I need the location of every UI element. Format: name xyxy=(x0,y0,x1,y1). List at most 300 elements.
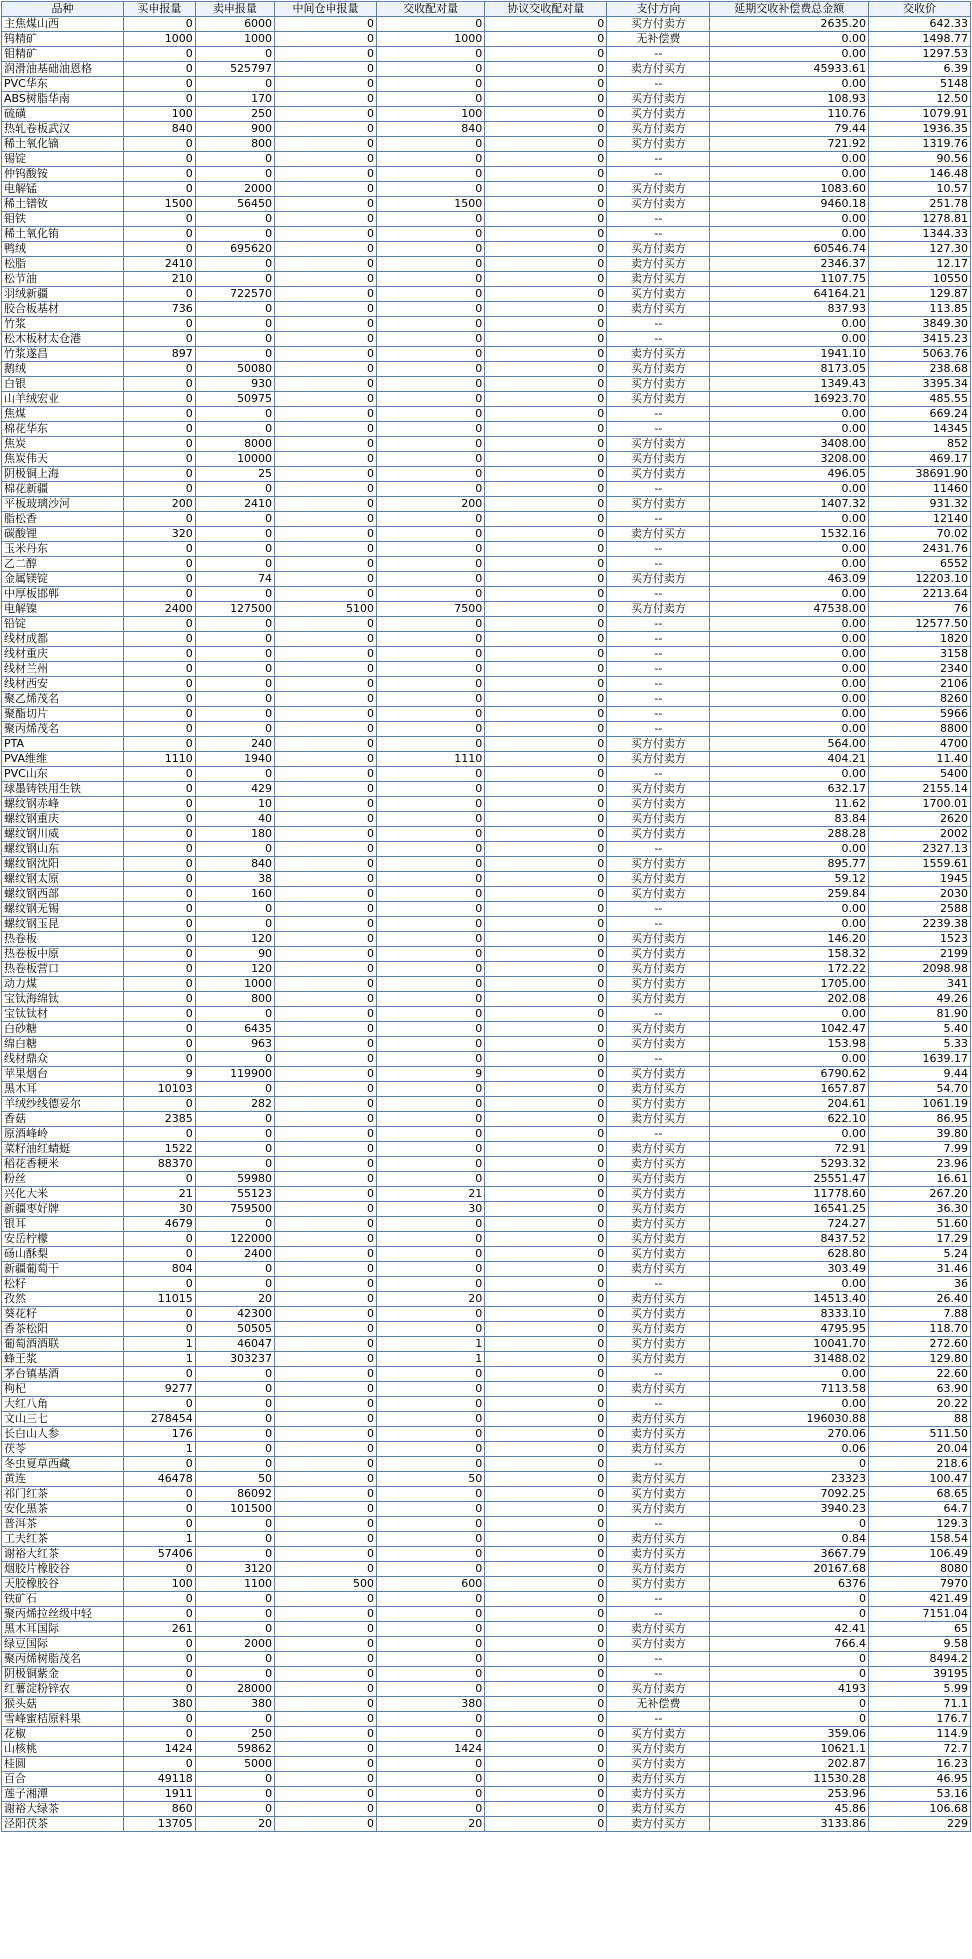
cell-agreement-delivery-matched: 0 xyxy=(485,1817,607,1832)
cell-deferred-compensation-total: 158.32 xyxy=(710,947,869,962)
cell-payment-direction: 卖方付买方 xyxy=(607,1787,710,1802)
cell-buy-declared: 0 xyxy=(124,1727,196,1742)
cell-buy-declared: 0 xyxy=(124,1517,196,1532)
cell-variety: 螺纹钢沈阳 xyxy=(2,857,124,872)
cell-intermediate-warehouse-declared: 5100 xyxy=(275,602,377,617)
cell-agreement-delivery-matched: 0 xyxy=(485,602,607,617)
cell-delivery-price: 2431.76 xyxy=(869,542,971,557)
cell-delivery-matched: 100 xyxy=(376,107,484,122)
table-row xyxy=(2,842,971,857)
cell-delivery-price: 272.60 xyxy=(869,1337,971,1352)
cell-buy-declared: 0 xyxy=(124,362,196,377)
cell-agreement-delivery-matched: 0 xyxy=(485,587,607,602)
cell-delivery-matched: 0 xyxy=(376,992,484,1007)
cell-payment-direction: 卖方付买方 xyxy=(607,1802,710,1817)
cell-variety: 安岳柠檬 xyxy=(2,1232,124,1247)
cell-payment-direction: 卖方付买方 xyxy=(607,272,710,287)
cell-payment-direction: 卖方付买方 xyxy=(607,1472,710,1487)
cell-delivery-matched: 0 xyxy=(376,902,484,917)
cell-buy-declared: 1522 xyxy=(124,1142,196,1157)
cell-intermediate-warehouse-declared: 0 xyxy=(275,437,377,452)
table-row xyxy=(2,242,971,257)
cell-variety: 棉花华东 xyxy=(2,422,124,437)
cell-deferred-compensation-total: 1042.47 xyxy=(710,1022,869,1037)
cell-intermediate-warehouse-declared: 0 xyxy=(275,1802,377,1817)
cell-payment-direction: 卖方付买方 xyxy=(607,1427,710,1442)
cell-agreement-delivery-matched: 0 xyxy=(485,1787,607,1802)
cell-delivery-matched: 0 xyxy=(376,1667,484,1682)
cell-buy-declared: 0 xyxy=(124,1607,196,1622)
table-row xyxy=(2,1217,971,1232)
cell-intermediate-warehouse-declared: 0 xyxy=(275,152,377,167)
cell-buy-declared: 1911 xyxy=(124,1787,196,1802)
cell-delivery-price: 53.16 xyxy=(869,1787,971,1802)
cell-deferred-compensation-total: 496.05 xyxy=(710,467,869,482)
cell-variety: 焦煤 xyxy=(2,407,124,422)
cell-buy-declared: 320 xyxy=(124,527,196,542)
cell-sell-declared: 525797 xyxy=(195,62,274,77)
cell-agreement-delivery-matched: 0 xyxy=(485,1307,607,1322)
table-row xyxy=(2,122,971,137)
cell-deferred-compensation-total: 0.00 xyxy=(710,557,869,572)
table-row xyxy=(2,857,971,872)
table-row xyxy=(2,317,971,332)
cell-delivery-matched: 1 xyxy=(376,1352,484,1367)
cell-intermediate-warehouse-declared: 0 xyxy=(275,1727,377,1742)
cell-variety: ABS树脂华南 xyxy=(2,92,124,107)
cell-deferred-compensation-total: 45.86 xyxy=(710,1802,869,1817)
cell-agreement-delivery-matched: 0 xyxy=(485,362,607,377)
cell-deferred-compensation-total: 153.98 xyxy=(710,1037,869,1052)
cell-intermediate-warehouse-declared: 0 xyxy=(275,1382,377,1397)
cell-sell-declared: 2400 xyxy=(195,1247,274,1262)
cell-buy-declared: 0 xyxy=(124,1757,196,1772)
cell-agreement-delivery-matched: 0 xyxy=(485,1382,607,1397)
cell-buy-declared: 736 xyxy=(124,302,196,317)
cell-deferred-compensation-total: 108.93 xyxy=(710,92,869,107)
cell-intermediate-warehouse-declared: 0 xyxy=(275,557,377,572)
cell-payment-direction: 卖方付买方 xyxy=(607,1262,710,1277)
cell-delivery-matched: 0 xyxy=(376,377,484,392)
cell-delivery-matched: 21 xyxy=(376,1187,484,1202)
cell-delivery-price: 852 xyxy=(869,437,971,452)
cell-payment-direction: 无补偿费 xyxy=(607,32,710,47)
cell-deferred-compensation-total: 0.00 xyxy=(710,422,869,437)
cell-agreement-delivery-matched: 0 xyxy=(485,632,607,647)
cell-buy-declared: 860 xyxy=(124,1802,196,1817)
cell-buy-declared: 9 xyxy=(124,1067,196,1082)
cell-agreement-delivery-matched: 0 xyxy=(485,812,607,827)
cell-sell-declared: 0 xyxy=(195,152,274,167)
cell-delivery-price: 4700 xyxy=(869,737,971,752)
cell-variety: 铁矿石 xyxy=(2,1592,124,1607)
table-row xyxy=(2,512,971,527)
cell-buy-declared: 0 xyxy=(124,182,196,197)
cell-deferred-compensation-total: 60546.74 xyxy=(710,242,869,257)
cell-intermediate-warehouse-declared: 0 xyxy=(275,947,377,962)
cell-deferred-compensation-total: 253.96 xyxy=(710,1787,869,1802)
cell-payment-direction: -- xyxy=(607,617,710,632)
cell-delivery-matched: 20 xyxy=(376,1292,484,1307)
cell-variety: 稀土氧化铕 xyxy=(2,227,124,242)
cell-payment-direction: -- xyxy=(607,77,710,92)
cell-variety: 普洱茶 xyxy=(2,1517,124,1532)
cell-payment-direction: 买方付卖方 xyxy=(607,572,710,587)
cell-deferred-compensation-total: 0 xyxy=(710,1697,869,1712)
cell-deferred-compensation-total: 9460.18 xyxy=(710,197,869,212)
cell-variety: 香菇 xyxy=(2,1112,124,1127)
cell-delivery-matched: 0 xyxy=(376,1487,484,1502)
cell-sell-declared: 963 xyxy=(195,1037,274,1052)
cell-buy-declared: 1 xyxy=(124,1352,196,1367)
cell-intermediate-warehouse-declared: 0 xyxy=(275,827,377,842)
cell-delivery-matched: 0 xyxy=(376,137,484,152)
cell-intermediate-warehouse-declared: 0 xyxy=(275,1187,377,1202)
table-row xyxy=(2,557,971,572)
cell-variety: 菜籽油红蜻蜓 xyxy=(2,1142,124,1157)
cell-sell-declared: 0 xyxy=(195,617,274,632)
cell-buy-declared: 0 xyxy=(124,647,196,662)
cell-delivery-price: 485.55 xyxy=(869,392,971,407)
cell-payment-direction: -- xyxy=(607,1367,710,1382)
cell-payment-direction: 买方付卖方 xyxy=(607,467,710,482)
cell-agreement-delivery-matched: 0 xyxy=(485,1472,607,1487)
cell-delivery-price: 8080 xyxy=(869,1562,971,1577)
cell-buy-declared: 0 xyxy=(124,1172,196,1187)
cell-intermediate-warehouse-declared: 0 xyxy=(275,197,377,212)
cell-variety: 线材鼎众 xyxy=(2,1052,124,1067)
cell-delivery-matched: 0 xyxy=(376,1682,484,1697)
table-row xyxy=(2,617,971,632)
cell-sell-declared: 0 xyxy=(195,1652,274,1667)
cell-delivery-price: 31.46 xyxy=(869,1262,971,1277)
cell-sell-declared: 25 xyxy=(195,467,274,482)
cell-agreement-delivery-matched: 0 xyxy=(485,497,607,512)
cell-variety: 竹浆遂昌 xyxy=(2,347,124,362)
cell-delivery-price: 129.87 xyxy=(869,287,971,302)
cell-agreement-delivery-matched: 0 xyxy=(485,827,607,842)
table-row xyxy=(2,1397,971,1412)
cell-delivery-price: 1523 xyxy=(869,932,971,947)
cell-variety: 仲钨酸铵 xyxy=(2,167,124,182)
cell-delivery-matched: 0 xyxy=(376,1592,484,1607)
cell-sell-declared: 50505 xyxy=(195,1322,274,1337)
cell-delivery-matched: 30 xyxy=(376,1202,484,1217)
cell-agreement-delivery-matched: 0 xyxy=(485,182,607,197)
cell-delivery-matched: 0 xyxy=(376,1787,484,1802)
cell-variety: 文山三七 xyxy=(2,1412,124,1427)
cell-deferred-compensation-total: 16541.25 xyxy=(710,1202,869,1217)
cell-delivery-matched: 0 xyxy=(376,1022,484,1037)
cell-deferred-compensation-total: 7092.25 xyxy=(710,1487,869,1502)
cell-delivery-price: 341 xyxy=(869,977,971,992)
cell-deferred-compensation-total: 8333.10 xyxy=(710,1307,869,1322)
column-header-buy-declared: 买申报量 xyxy=(124,2,196,17)
cell-delivery-price: 22.60 xyxy=(869,1367,971,1382)
cell-intermediate-warehouse-declared: 0 xyxy=(275,617,377,632)
cell-delivery-price: 469.17 xyxy=(869,452,971,467)
cell-buy-declared: 0 xyxy=(124,287,196,302)
cell-delivery-price: 106.49 xyxy=(869,1547,971,1562)
cell-agreement-delivery-matched: 0 xyxy=(485,557,607,572)
cell-deferred-compensation-total: 0.00 xyxy=(710,767,869,782)
cell-intermediate-warehouse-declared: 0 xyxy=(275,17,377,32)
cell-buy-declared: 0 xyxy=(124,1637,196,1652)
cell-buy-declared: 21 xyxy=(124,1187,196,1202)
cell-payment-direction: -- xyxy=(607,1667,710,1682)
cell-buy-declared: 176 xyxy=(124,1427,196,1442)
cell-deferred-compensation-total: 16923.70 xyxy=(710,392,869,407)
cell-delivery-matched: 200 xyxy=(376,497,484,512)
cell-delivery-matched: 1424 xyxy=(376,1742,484,1757)
cell-payment-direction: 卖方付买方 xyxy=(607,527,710,542)
cell-delivery-matched: 0 xyxy=(376,1157,484,1172)
cell-intermediate-warehouse-declared: 0 xyxy=(275,782,377,797)
cell-deferred-compensation-total: 303.49 xyxy=(710,1262,869,1277)
cell-sell-declared: 59862 xyxy=(195,1742,274,1757)
cell-variety: 螺纹钢重庆 xyxy=(2,812,124,827)
cell-variety: 百合 xyxy=(2,1772,124,1787)
cell-agreement-delivery-matched: 0 xyxy=(485,167,607,182)
table-row xyxy=(2,137,971,152)
cell-delivery-price: 51.60 xyxy=(869,1217,971,1232)
table-row xyxy=(2,347,971,362)
cell-payment-direction: 卖方付买方 xyxy=(607,1142,710,1157)
cell-delivery-price: 71.1 xyxy=(869,1697,971,1712)
cell-intermediate-warehouse-declared: 0 xyxy=(275,1217,377,1232)
cell-buy-declared: 840 xyxy=(124,122,196,137)
cell-variety: 粉丝 xyxy=(2,1172,124,1187)
cell-payment-direction: -- xyxy=(607,1592,710,1607)
cell-buy-declared: 1 xyxy=(124,1532,196,1547)
cell-sell-declared: 10 xyxy=(195,797,274,812)
cell-sell-declared: 0 xyxy=(195,587,274,602)
cell-variety: 砀山酥梨 xyxy=(2,1247,124,1262)
cell-sell-declared: 0 xyxy=(195,1082,274,1097)
cell-buy-declared: 9277 xyxy=(124,1382,196,1397)
cell-payment-direction: 卖方付买方 xyxy=(607,1382,710,1397)
cell-delivery-price: 3415.23 xyxy=(869,332,971,347)
cell-deferred-compensation-total: 3940.23 xyxy=(710,1502,869,1517)
cell-delivery-price: 36.30 xyxy=(869,1202,971,1217)
cell-delivery-price: 88 xyxy=(869,1412,971,1427)
cell-buy-declared: 4679 xyxy=(124,1217,196,1232)
cell-deferred-compensation-total: 622.10 xyxy=(710,1112,869,1127)
cell-delivery-matched: 0 xyxy=(376,1082,484,1097)
cell-intermediate-warehouse-declared: 0 xyxy=(275,1307,377,1322)
cell-delivery-price: 2239.38 xyxy=(869,917,971,932)
cell-variety: 山核桃 xyxy=(2,1742,124,1757)
cell-deferred-compensation-total: 721.92 xyxy=(710,137,869,152)
cell-delivery-price: 5966 xyxy=(869,707,971,722)
cell-delivery-price: 3849.30 xyxy=(869,317,971,332)
cell-sell-declared: 0 xyxy=(195,1397,274,1412)
cell-agreement-delivery-matched: 0 xyxy=(485,1337,607,1352)
table-row xyxy=(2,1517,971,1532)
cell-agreement-delivery-matched: 0 xyxy=(485,947,607,962)
cell-delivery-matched: 1 xyxy=(376,1337,484,1352)
cell-intermediate-warehouse-declared: 0 xyxy=(275,1007,377,1022)
cell-intermediate-warehouse-declared: 0 xyxy=(275,1142,377,1157)
cell-delivery-matched: 0 xyxy=(376,962,484,977)
cell-payment-direction: 卖方付买方 xyxy=(607,1532,710,1547)
cell-delivery-matched: 0 xyxy=(376,797,484,812)
table-row xyxy=(2,197,971,212)
cell-sell-declared: 0 xyxy=(195,527,274,542)
cell-buy-declared: 0 xyxy=(124,47,196,62)
cell-agreement-delivery-matched: 0 xyxy=(485,1022,607,1037)
cell-buy-declared: 0 xyxy=(124,1712,196,1727)
cell-sell-declared: 800 xyxy=(195,992,274,1007)
cell-delivery-price: 5400 xyxy=(869,767,971,782)
cell-buy-declared: 0 xyxy=(124,227,196,242)
cell-agreement-delivery-matched: 0 xyxy=(485,1142,607,1157)
cell-variety: 鹅绒 xyxy=(2,362,124,377)
cell-delivery-price: 7151.04 xyxy=(869,1607,971,1622)
column-header-delivery-matched: 交收配对量 xyxy=(376,2,484,17)
cell-variety: 绿豆国际 xyxy=(2,1637,124,1652)
table-row xyxy=(2,932,971,947)
cell-sell-declared: 303237 xyxy=(195,1352,274,1367)
cell-sell-declared: 0 xyxy=(195,677,274,692)
cell-deferred-compensation-total: 0.00 xyxy=(710,617,869,632)
table-row xyxy=(2,47,971,62)
cell-payment-direction: 买方付卖方 xyxy=(607,1742,710,1757)
cell-delivery-matched: 0 xyxy=(376,1217,484,1232)
cell-delivery-matched: 0 xyxy=(376,77,484,92)
cell-delivery-price: 11.40 xyxy=(869,752,971,767)
cell-buy-declared: 200 xyxy=(124,497,196,512)
cell-variety: 竹浆 xyxy=(2,317,124,332)
cell-intermediate-warehouse-declared: 0 xyxy=(275,332,377,347)
cell-delivery-price: 70.02 xyxy=(869,527,971,542)
cell-buy-declared: 0 xyxy=(124,827,196,842)
cell-variety: 冬虫夏草西藏 xyxy=(2,1457,124,1472)
cell-variety: 桂圆 xyxy=(2,1757,124,1772)
cell-deferred-compensation-total: 10041.70 xyxy=(710,1337,869,1352)
cell-intermediate-warehouse-declared: 0 xyxy=(275,1172,377,1187)
cell-deferred-compensation-total: 0.00 xyxy=(710,167,869,182)
cell-intermediate-warehouse-declared: 0 xyxy=(275,1817,377,1832)
cell-variety: 聚酯切片 xyxy=(2,707,124,722)
table-row xyxy=(2,1772,971,1787)
cell-delivery-price: 39195 xyxy=(869,1667,971,1682)
cell-agreement-delivery-matched: 0 xyxy=(485,92,607,107)
cell-delivery-matched: 0 xyxy=(376,677,484,692)
table-row xyxy=(2,1037,971,1052)
cell-delivery-price: 9.58 xyxy=(869,1637,971,1652)
cell-agreement-delivery-matched: 0 xyxy=(485,1277,607,1292)
cell-delivery-matched: 9 xyxy=(376,1067,484,1082)
cell-payment-direction: 买方付卖方 xyxy=(607,782,710,797)
table-row xyxy=(2,1382,971,1397)
cell-agreement-delivery-matched: 0 xyxy=(485,722,607,737)
cell-deferred-compensation-total: 0.00 xyxy=(710,587,869,602)
cell-variety: PTA xyxy=(2,737,124,752)
cell-intermediate-warehouse-declared: 0 xyxy=(275,542,377,557)
cell-intermediate-warehouse-declared: 0 xyxy=(275,302,377,317)
table-row xyxy=(2,1307,971,1322)
cell-deferred-compensation-total: 10621.1 xyxy=(710,1742,869,1757)
cell-sell-declared: 0 xyxy=(195,1787,274,1802)
cell-sell-declared: 10000 xyxy=(195,452,274,467)
cell-sell-declared: 900 xyxy=(195,122,274,137)
cell-variety: 祁门红茶 xyxy=(2,1487,124,1502)
cell-agreement-delivery-matched: 0 xyxy=(485,692,607,707)
table-row xyxy=(2,1802,971,1817)
cell-deferred-compensation-total: 1657.87 xyxy=(710,1082,869,1097)
cell-deferred-compensation-total: 0.00 xyxy=(710,902,869,917)
cell-buy-declared: 0 xyxy=(124,977,196,992)
cell-delivery-matched: 0 xyxy=(376,62,484,77)
cell-delivery-matched: 0 xyxy=(376,1622,484,1637)
cell-sell-declared: 55123 xyxy=(195,1187,274,1202)
cell-agreement-delivery-matched: 0 xyxy=(485,1097,607,1112)
cell-intermediate-warehouse-declared: 0 xyxy=(275,212,377,227)
cell-sell-declared: 0 xyxy=(195,842,274,857)
cell-variety: 宝钛钛材 xyxy=(2,1007,124,1022)
cell-sell-declared: 0 xyxy=(195,1052,274,1067)
cell-deferred-compensation-total: 0.00 xyxy=(710,227,869,242)
cell-payment-direction: 买方付卖方 xyxy=(607,362,710,377)
cell-variety: 线材西安 xyxy=(2,677,124,692)
cell-agreement-delivery-matched: 0 xyxy=(485,437,607,452)
cell-intermediate-warehouse-declared: 0 xyxy=(275,1562,377,1577)
cell-payment-direction: 买方付卖方 xyxy=(607,1322,710,1337)
cell-variety: 螺纹钢玉昆 xyxy=(2,917,124,932)
table-row xyxy=(2,872,971,887)
cell-deferred-compensation-total: 0 xyxy=(710,1517,869,1532)
cell-agreement-delivery-matched: 0 xyxy=(485,1082,607,1097)
cell-sell-declared: 1940 xyxy=(195,752,274,767)
cell-sell-declared: 0 xyxy=(195,422,274,437)
cell-delivery-matched: 0 xyxy=(376,227,484,242)
cell-payment-direction: 卖方付买方 xyxy=(607,1772,710,1787)
cell-sell-declared: 1000 xyxy=(195,977,274,992)
cell-variety: 球墨铸铁用生铁 xyxy=(2,782,124,797)
cell-delivery-price: 113.85 xyxy=(869,302,971,317)
cell-deferred-compensation-total: 0.00 xyxy=(710,332,869,347)
cell-delivery-matched: 0 xyxy=(376,302,484,317)
cell-intermediate-warehouse-declared: 0 xyxy=(275,632,377,647)
cell-sell-declared: 6435 xyxy=(195,1022,274,1037)
cell-delivery-matched: 0 xyxy=(376,92,484,107)
cell-agreement-delivery-matched: 0 xyxy=(485,1637,607,1652)
cell-delivery-price: 20.04 xyxy=(869,1442,971,1457)
cell-variety: 聚丙烯拉丝级中轻 xyxy=(2,1607,124,1622)
cell-deferred-compensation-total: 0.00 xyxy=(710,1052,869,1067)
cell-sell-declared: 0 xyxy=(195,1127,274,1142)
cell-intermediate-warehouse-declared: 0 xyxy=(275,857,377,872)
cell-payment-direction: 买方付卖方 xyxy=(607,497,710,512)
cell-variety: 铅锭 xyxy=(2,617,124,632)
table-row xyxy=(2,977,971,992)
cell-delivery-matched: 0 xyxy=(376,1412,484,1427)
cell-delivery-price: 114.9 xyxy=(869,1727,971,1742)
cell-payment-direction: 卖方付买方 xyxy=(607,1622,710,1637)
cell-delivery-matched: 0 xyxy=(376,272,484,287)
cell-buy-declared: 10103 xyxy=(124,1082,196,1097)
cell-variety: 白银 xyxy=(2,377,124,392)
cell-sell-declared: 930 xyxy=(195,377,274,392)
cell-agreement-delivery-matched: 0 xyxy=(485,872,607,887)
table-row xyxy=(2,1007,971,1022)
table-row xyxy=(2,1427,971,1442)
cell-delivery-price: 176.7 xyxy=(869,1712,971,1727)
cell-intermediate-warehouse-declared: 0 xyxy=(275,1037,377,1052)
table-row xyxy=(2,1532,971,1547)
table-row xyxy=(2,647,971,662)
